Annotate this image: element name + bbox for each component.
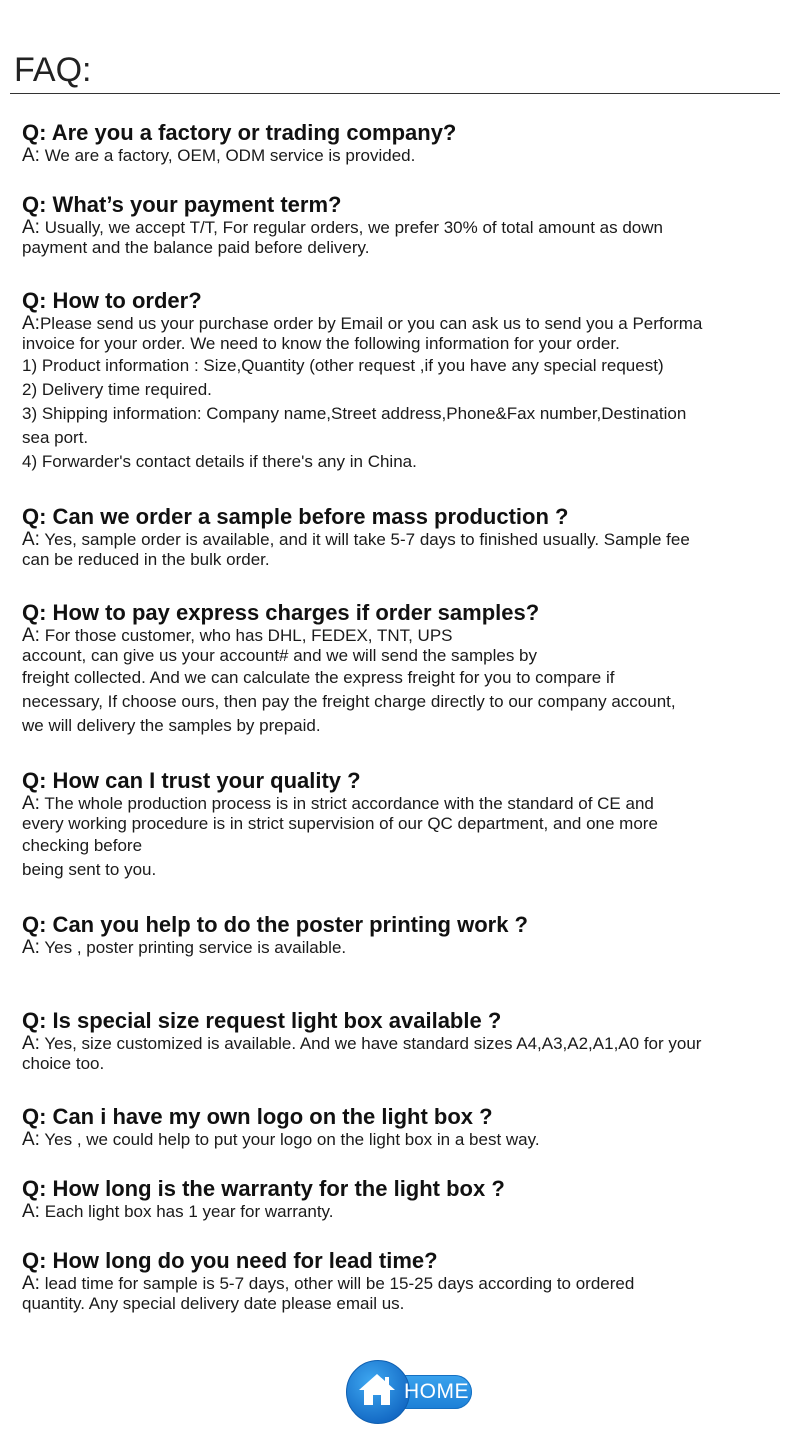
faq-question: Q: Can i have my own logo on the light box ? — [22, 1104, 493, 1129]
faq-question: Q: How to pay express charges if order samples? — [22, 600, 540, 625]
faq-item — [22, 1008, 774, 1074]
answer-line: sea port. — [22, 428, 89, 447]
answer-line: 2) Delivery time required. — [22, 380, 212, 399]
answer-line: being sent to you. — [22, 860, 157, 879]
answer-line: invoice for your order. We need to know the following information for your order. — [22, 334, 620, 353]
answer-line: 3) Shipping information: Company name,Street address,Phone&Fax number,Destination — [22, 404, 687, 423]
faq-answer — [22, 938, 774, 958]
answer-prefix: A: — [22, 1273, 40, 1294]
faq-question: Q: How can I trust your quality ? — [22, 768, 361, 793]
faq-item — [22, 1104, 774, 1150]
home-label: HOME — [404, 1380, 469, 1403]
answer-line: Usually, we accept T/T, For regular orders, we prefer 30% of total amount as down — [44, 218, 663, 237]
answer-prefix: A: — [22, 1129, 40, 1150]
faq-item — [22, 1248, 774, 1314]
answer-line: For those customer, who has DHL, FEDEX, TNT, UPS — [44, 626, 453, 645]
answer-line: every working procedure is in strict supervision of our QC department, and one more — [22, 814, 658, 833]
faq-answer — [22, 218, 774, 258]
answer-line: quantity. Any special delivery date please email us. — [22, 1294, 405, 1313]
answer-prefix: A: — [22, 145, 40, 166]
faq-answer — [22, 530, 774, 570]
faq-answer — [22, 1274, 774, 1314]
faq-question: Q: Is special size request light box available ? — [22, 1008, 502, 1033]
faq-answer — [22, 314, 774, 474]
page-title: FAQ: — [14, 51, 92, 89]
answer-line: payment and the balance paid before delivery. — [22, 238, 370, 257]
faq-answer — [22, 1130, 774, 1150]
faq-item — [22, 504, 774, 570]
home-button[interactable] — [346, 1360, 474, 1424]
answer-prefix: A: — [22, 793, 40, 814]
faq-answer — [22, 1034, 774, 1074]
answer-prefix: A: — [22, 313, 40, 334]
faq-question: Q: How long do you need for lead time? — [22, 1248, 438, 1273]
answer-line: We are a factory, OEM, ODM service is provided. — [44, 146, 416, 165]
faq-question: Q: What’s your payment term? — [22, 192, 342, 217]
faq-item — [22, 600, 774, 738]
answer-line: necessary, If choose ours, then pay the freight charge directly to our company account, — [22, 692, 676, 711]
answer-line: Each light box has 1 year for warranty. — [44, 1202, 334, 1221]
answer-line: Yes, size customized is available. And we have standard sizes A4,A3,A2,A1,A0 for your — [44, 1034, 702, 1053]
faq-item — [22, 768, 774, 882]
answer-line: 1) Product information : Size,Quantity (other request ,if you have any special request) — [22, 356, 664, 375]
faq-question: Q: How long is the warranty for the light box ? — [22, 1176, 505, 1201]
answer-prefix: A: — [22, 529, 40, 550]
faq-answer — [22, 146, 774, 166]
faq-item — [22, 1176, 774, 1222]
answer-line: Yes , we could help to put your logo on the light box in a best way. — [44, 1130, 540, 1149]
faq-item — [22, 120, 774, 166]
faq-question: Q: Are you a factory or trading company? — [22, 120, 457, 145]
answer-line: Yes , poster printing service is available. — [44, 938, 347, 957]
answer-line: 4) Forwarder's contact details if there's any in China. — [22, 452, 417, 471]
answer-line: Please send us your purchase order by Email or you can ask us to send you a Performa — [39, 314, 703, 333]
faq-question: Q: Can you help to do the poster printing work ? — [22, 912, 528, 937]
answer-prefix: A: — [22, 937, 40, 958]
answer-line: The whole production process is in strict accordance with the standard of CE and — [44, 794, 654, 813]
answer-line: lead time for sample is 5-7 days, other will be 15-25 days according to ordered — [44, 1274, 635, 1293]
answer-line: account, can give us your account# and we will send the samples by — [22, 646, 538, 665]
house-icon — [357, 1369, 397, 1409]
answer-prefix: A: — [22, 1033, 40, 1054]
answer-prefix: A: — [22, 217, 40, 238]
faq-item — [22, 192, 774, 258]
title-divider — [10, 93, 780, 94]
answer-prefix: A: — [22, 625, 40, 646]
faq-item — [22, 912, 774, 958]
answer-prefix: A: — [22, 1201, 40, 1222]
faq-answer — [22, 626, 774, 738]
faq-answer — [22, 1202, 774, 1222]
faq-item — [22, 288, 774, 474]
faq-answer — [22, 794, 774, 882]
faq-question: Q: Can we order a sample before mass production ? — [22, 504, 569, 529]
answer-line: can be reduced in the bulk order. — [22, 550, 270, 569]
answer-line: choice too. — [22, 1054, 105, 1073]
answer-line: Yes, sample order is available, and it will take 5-7 days to finished usually. Sample fee — [44, 530, 690, 549]
answer-line: checking before — [22, 836, 143, 855]
faq-question: Q: How to order? — [22, 288, 202, 313]
answer-line: freight collected. And we can calculate the express freight for you to compare if — [22, 668, 615, 687]
answer-line: we will delivery the samples by prepaid. — [22, 716, 321, 735]
